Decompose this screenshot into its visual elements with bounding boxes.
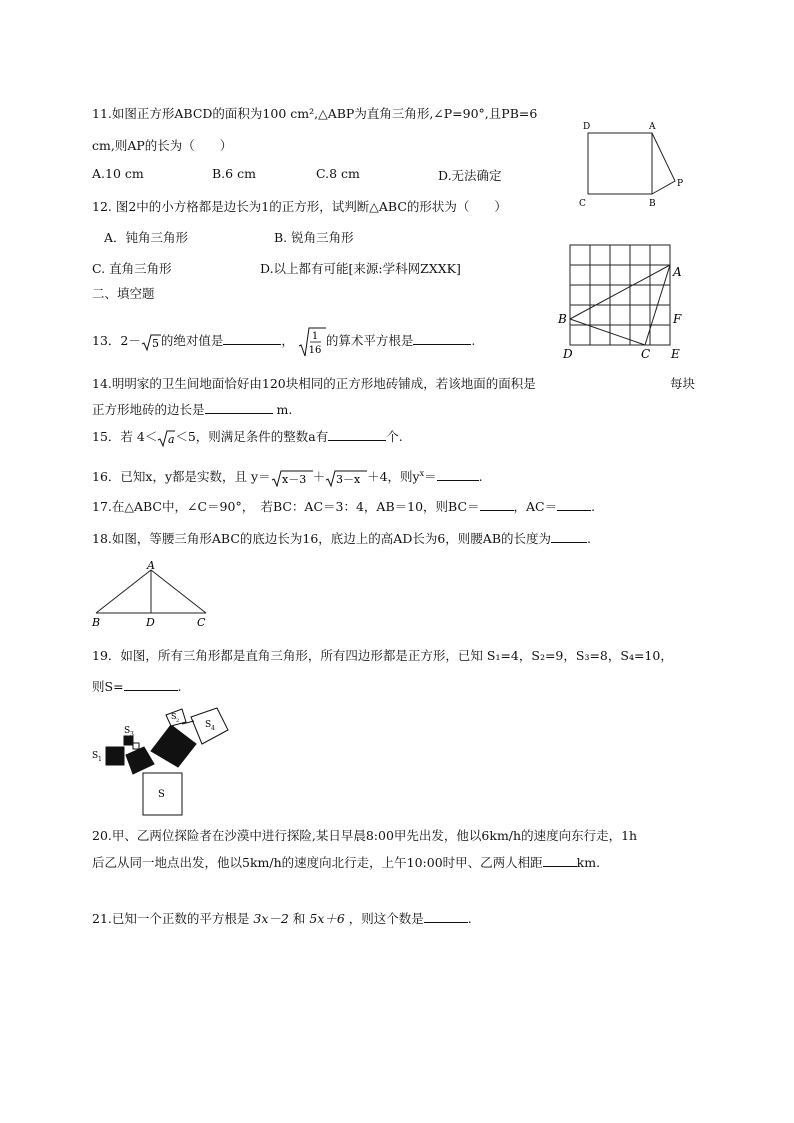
q16-pre: 16．已知x，y都是实数，且 y＝ bbox=[92, 469, 271, 485]
q21-post: ，则这个数是 bbox=[348, 911, 424, 926]
q11-option-d: D.无法确定 bbox=[438, 168, 502, 183]
q19-label-s1-sub: 1 bbox=[98, 756, 102, 763]
q13-end: . bbox=[471, 333, 476, 348]
q14-line2b: m. bbox=[276, 402, 293, 417]
q15-blank[interactable] bbox=[328, 428, 386, 441]
q16-sup: x bbox=[419, 469, 425, 478]
q11-label-b: B bbox=[649, 199, 656, 209]
q20-line2 bbox=[92, 853, 600, 871]
q21-expr-2: 5x＋6 bbox=[309, 911, 345, 926]
q15-radicand: a bbox=[168, 432, 175, 446]
q19-label-s4: S bbox=[205, 720, 212, 730]
q17-mid: ，AC＝ bbox=[513, 499, 558, 514]
q17-end: . bbox=[591, 499, 596, 514]
q13-post: 的算术平方根是 bbox=[325, 333, 414, 348]
q16-end: . bbox=[478, 469, 483, 485]
section-fill-in-title: 二、填空题 bbox=[92, 286, 155, 301]
q19-blank[interactable] bbox=[124, 678, 178, 691]
q21-pre: 21.已知一个正数的平方根是 bbox=[92, 911, 250, 926]
q18-label-d: D bbox=[146, 616, 155, 629]
q21-end: . bbox=[467, 911, 472, 926]
q12-option-b: B. 锐角三角形 bbox=[274, 230, 354, 245]
q20-line1: 20.甲、乙两位探险者在沙漠中进行探险,某日早晨8:00甲先出发，他以6km/h的速度向东行走，1h bbox=[92, 828, 638, 843]
q19-line2 bbox=[92, 677, 182, 695]
q15-pre: 15．若 4＜ bbox=[92, 429, 158, 444]
q13-den: 16 bbox=[308, 344, 322, 356]
q19-label-s3: S bbox=[124, 726, 131, 736]
q14-blank[interactable] bbox=[205, 401, 273, 414]
q19-end: . bbox=[177, 679, 182, 694]
q19-label-s: S bbox=[158, 789, 165, 800]
q18-label-b: B bbox=[92, 616, 101, 629]
q12-option-c: C. 直角三角形 bbox=[92, 261, 172, 276]
q16-eq: ＝ bbox=[424, 469, 437, 485]
q19-figure-pythagoras-tree bbox=[88, 700, 248, 820]
q15-mid: ＜5，则满足条件的整数a有 bbox=[175, 429, 329, 444]
q21 bbox=[92, 909, 472, 927]
q12-line1: 12. 图2中的小方格都是边长为1的正方形，试判断△ABC的形状为（ ） bbox=[92, 199, 507, 214]
q12-label-f: F bbox=[673, 312, 682, 326]
q16-radicand-2: 3－x bbox=[336, 472, 361, 486]
q15 bbox=[92, 428, 403, 447]
q11-label-c: C bbox=[579, 199, 586, 209]
q12-label-b: B bbox=[558, 312, 567, 326]
q12-label-a: A bbox=[673, 265, 682, 279]
q12-label-d: D bbox=[563, 347, 573, 361]
q11-line2: cm,则AP的长为（ ） bbox=[92, 138, 233, 153]
q21-and: 和 bbox=[292, 911, 306, 926]
q13-blank-2[interactable] bbox=[413, 332, 471, 345]
q19-line1: 19．如图，所有三角形都是直角三角形，所有四边形都是正方形，已知 S₁=4，S₂=9，S₃=8，S₄=10， bbox=[92, 648, 673, 663]
q11-option-a: A.10 cm bbox=[92, 166, 144, 181]
q19-label-s2-sub: 2 bbox=[176, 718, 180, 724]
sqrt-sign bbox=[271, 469, 313, 487]
q14-line2a: 正方形地砖的边长是 bbox=[92, 402, 205, 417]
q12-option-d: D.以上都有可能[来源:学科网ZXXK] bbox=[260, 261, 461, 276]
q18-text: 18.如图，等腰三角形ABC的底边长为16，底边上的高AD长为6，则腰AB的长度为 bbox=[92, 531, 552, 546]
q20-end: km. bbox=[576, 855, 601, 870]
q12-label-c: C bbox=[641, 347, 651, 361]
q13 bbox=[92, 326, 475, 356]
q13-sep: ， bbox=[281, 333, 294, 348]
q18-figure-isosceles-triangle bbox=[90, 560, 215, 630]
q19-label-s4-sub: 4 bbox=[211, 725, 215, 732]
q11-label-a: A bbox=[649, 122, 656, 132]
q11-figure-square-triangle bbox=[575, 118, 695, 212]
q13-mid: 的绝对值是 bbox=[160, 333, 224, 348]
q17-pre: 17.在△ABC中，∠C＝90°， 若BC：AC＝3：4，AB＝10，则BC＝ bbox=[92, 499, 480, 514]
q11-option-b: B.6 cm bbox=[212, 166, 256, 181]
q18-label-c: C bbox=[197, 616, 206, 629]
q11-option-c: C.8 cm bbox=[316, 166, 360, 181]
q13-pre: 13．2－ bbox=[92, 333, 141, 348]
q16-plus: ＋ bbox=[312, 469, 326, 485]
q11-line1: 11.如图正方形ABCD的面积为100 cm²,△ABP为直角三角形,∠P=90°,且PB=6 bbox=[92, 106, 538, 121]
q16-blank[interactable] bbox=[437, 468, 479, 481]
sqrt-fraction bbox=[298, 327, 326, 357]
q13-radicand: 5 bbox=[151, 336, 159, 350]
sqrt-sign bbox=[157, 429, 175, 447]
q12-figure-grid bbox=[555, 236, 695, 364]
q17 bbox=[92, 497, 595, 515]
q15-post: 个. bbox=[386, 429, 403, 444]
q12-label-e: E bbox=[671, 347, 680, 361]
sqrt-sign bbox=[325, 469, 367, 487]
q16 bbox=[92, 465, 483, 487]
q16-post: ＋4，则y bbox=[367, 469, 420, 485]
q20-line2-text: 后乙从同一地点出发，他以5km/h的速度向北行走，上午10:00时甲、乙两人相距 bbox=[92, 855, 543, 870]
q18-label-a: A bbox=[147, 560, 155, 572]
q19-label-s1: S bbox=[92, 751, 99, 761]
q20-blank[interactable] bbox=[543, 854, 577, 867]
q13-num: 1 bbox=[311, 330, 319, 342]
q18 bbox=[92, 529, 591, 547]
q21-blank[interactable] bbox=[424, 910, 468, 923]
q14-line2 bbox=[92, 400, 292, 418]
q19-label-s2: S bbox=[171, 712, 177, 721]
q19-label-s3-sub: 3 bbox=[130, 731, 134, 738]
q17-blank-ac[interactable] bbox=[557, 498, 591, 511]
q14-line1: 14.明明家的卫生间地面恰好由120块相同的正方形地砖铺成，若该地面的面积是 bbox=[92, 376, 536, 391]
q14-tail: 每块 bbox=[670, 376, 696, 391]
q19-line2-text: 则S= bbox=[92, 679, 124, 694]
q18-blank[interactable] bbox=[551, 530, 587, 543]
q11-label-d: D bbox=[583, 122, 591, 132]
q21-expr-1: 3x－2 bbox=[253, 911, 289, 926]
q17-blank-bc[interactable] bbox=[480, 498, 514, 511]
q16-radicand-1: x－3 bbox=[281, 472, 306, 486]
q13-blank-1[interactable] bbox=[223, 332, 281, 345]
q12-option-a: A．钝角三角形 bbox=[104, 230, 189, 245]
sqrt-sign bbox=[141, 333, 161, 351]
q18-end: . bbox=[587, 531, 591, 546]
q11-label-p: P bbox=[677, 179, 684, 189]
